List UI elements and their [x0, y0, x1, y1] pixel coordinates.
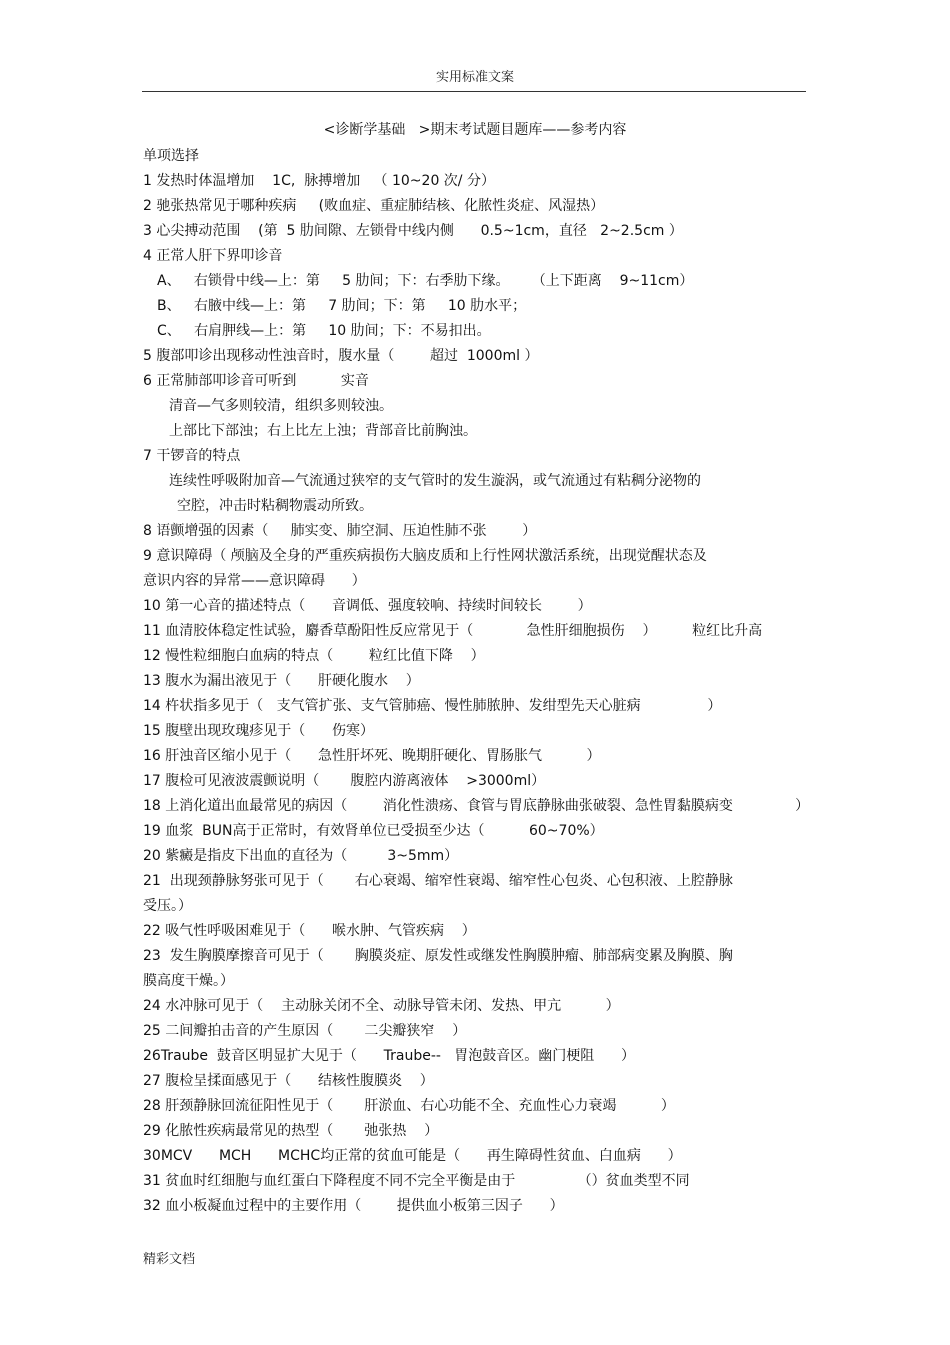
question-4-option-c: C、 右肩胛线—上：第 10 肋间；下：不易扣出。: [157, 323, 491, 339]
question-4-option-a: A、 右锁骨中线—上：第 5 肋间；下：右季肋下缘。 （上下距离 9~11cm）: [157, 273, 694, 289]
document-title: <诊断学基础 >期末考试题目题库——参考内容: [323, 122, 627, 138]
question-25: 25 二间瓣拍击音的产生原因（ 二尖瓣狭窄 ）: [143, 1023, 467, 1039]
question-26: 26Traube 鼓音区明显扩大见于（ Traube-- 胃泡鼓音区。幽门梗阻 ）: [143, 1048, 635, 1064]
question-31: 31 贫血时红细胞与血红蛋白下降程度不同不完全平衡是由于 （）贫血类型不同: [143, 1173, 690, 1189]
question-28: 28 肝颈静脉回流征阳性见于（ 肝淤血、右心功能不全、充血性心力衰竭 ）: [143, 1098, 675, 1114]
question-5: 5 腹部叩诊出现移动性浊音时，腹水量（ 超过 1000ml ）: [143, 348, 539, 364]
page-footer: 精彩文档: [143, 1252, 196, 1267]
question-30: 30MCV MCH MCHC均正常的贫血可能是（ 再生障碍性贫血、白血病 ）: [143, 1148, 682, 1164]
question-17: 17 腹检可见液波震颤说明（ 腹腔内游离液体 >3000ml）: [143, 773, 546, 789]
question-11: 11 血清胶体稳定性试验，麝香草酚阳性反应常见于（ 急性肝细胞损伤 ） 粒红比升高: [143, 623, 763, 639]
question-12: 12 慢性粒细胞白血病的特点（ 粒红比值下降 ）: [143, 648, 485, 664]
question-13: 13 腹水为漏出液见于（ 肝硬化腹水 ）: [143, 673, 420, 689]
document-body: [143, 144, 823, 1219]
question-24: 24 水冲脉可见于（ 主动脉关闭不全、动脉导管未闭、发热、甲亢 ）: [143, 998, 620, 1014]
question-7-answer-2: 空腔，冲击时粘稠物震动所致。: [177, 498, 373, 514]
question-16: 16 肝浊音区缩小见于（ 急性肝坏死、晚期肝硬化、胃肠胀气 ）: [143, 748, 601, 764]
question-2: 2 驰张热常见于哪种疾病 (败血症、重症肺结核、化脓性炎症、风湿热）: [143, 198, 605, 214]
page-header: 实用标准文案: [435, 70, 514, 85]
header-rule: [142, 91, 806, 92]
question-1: 1 发热时体温增加 1C, 脉搏增加 （ 10~20 次/ 分）: [143, 173, 495, 189]
question-27: 27 腹检呈揉面感见于（ 结核性腹膜炎 ）: [143, 1073, 434, 1089]
question-7: 7 干锣音的特点: [143, 448, 241, 464]
question-10: 10 第一心音的描述特点（ 音调低、强度较响、持续时间较长 ）: [143, 598, 592, 614]
question-32: 32 血小板凝血过程中的主要作用（ 提供血小板第三因子 ）: [143, 1198, 564, 1214]
question-6-note-1: 清音—气多则较清，组织多则较浊。: [169, 398, 393, 414]
question-18: 18 上消化道出血最常见的病因（ 消化性溃疡、食管与胃底静脉曲张破裂、急性胃黏膜病变 ）: [143, 798, 810, 814]
question-14: 14 杵状指多见于（ 支气管扩张、支气管肺癌、慢性肺脓肿、发绀型先天心脏病 ）: [143, 698, 722, 714]
question-20: 20 紫癜是指皮下出血的直径为（ 3~5mm）: [143, 848, 459, 864]
question-6: 6 正常肺部叩诊音可听到 实音: [143, 373, 369, 389]
question-8: 8 语颤增强的因素（ 肺实变、肺空洞、压迫性肺不张 ）: [143, 523, 537, 539]
question-23-cont: 膜高度干燥。）: [143, 973, 234, 989]
question-21: 21 出现颈静脉努张可见于（ 右心衰竭、缩窄性衰竭、缩窄性心包炎、心包积液、上腔静脉: [143, 873, 733, 889]
question-19: 19 血浆 BUN高于正常时，有效肾单位已受损至少达（ 60~70%）: [143, 823, 604, 839]
question-29: 29 化脓性疾病最常见的热型（ 弛张热 ）: [143, 1123, 439, 1139]
question-9: 9 意识障碍（ 颅脑及全身的严重疾病损伤大脑皮质和上行性网状激活系统，出现觉醒状态及: [143, 548, 707, 564]
question-7-answer-1: 连续性呼吸附加音—气流通过狭窄的支气管时的发生漩涡，或气流通过有粘稠分泌物的: [169, 473, 701, 489]
question-6-note-2: 上部比下部浊；右上比左上浊；背部音比前胸浊。: [169, 423, 477, 439]
section-heading: 单项选择: [143, 148, 199, 164]
question-3: 3 心尖搏动范围 (第 5 肋间隙、左锁骨中线内侧 0.5~1cm，直径 2~2.5cm ）: [143, 223, 683, 239]
question-23: 23 发生胸膜摩擦音可见于（ 胸膜炎症、原发性或继发性胸膜肿瘤、肺部病变累及胸膜、胸: [143, 948, 733, 964]
question-15: 15 腹壁出现玫瑰疹见于（ 伤寒）: [143, 723, 374, 739]
question-22: 22 吸气性呼吸困难见于（ 喉水肿、气管疾病 ）: [143, 923, 476, 939]
question-4: 4 正常人肝下界叩诊音: [143, 248, 283, 264]
question-9-cont: 意识内容的异常——意识障碍 ）: [143, 573, 366, 589]
question-4-option-b: B、 右腋中线—上：第 7 肋间；下：第 10 肋水平；: [157, 298, 527, 314]
question-21-cont: 受压。）: [143, 898, 192, 914]
